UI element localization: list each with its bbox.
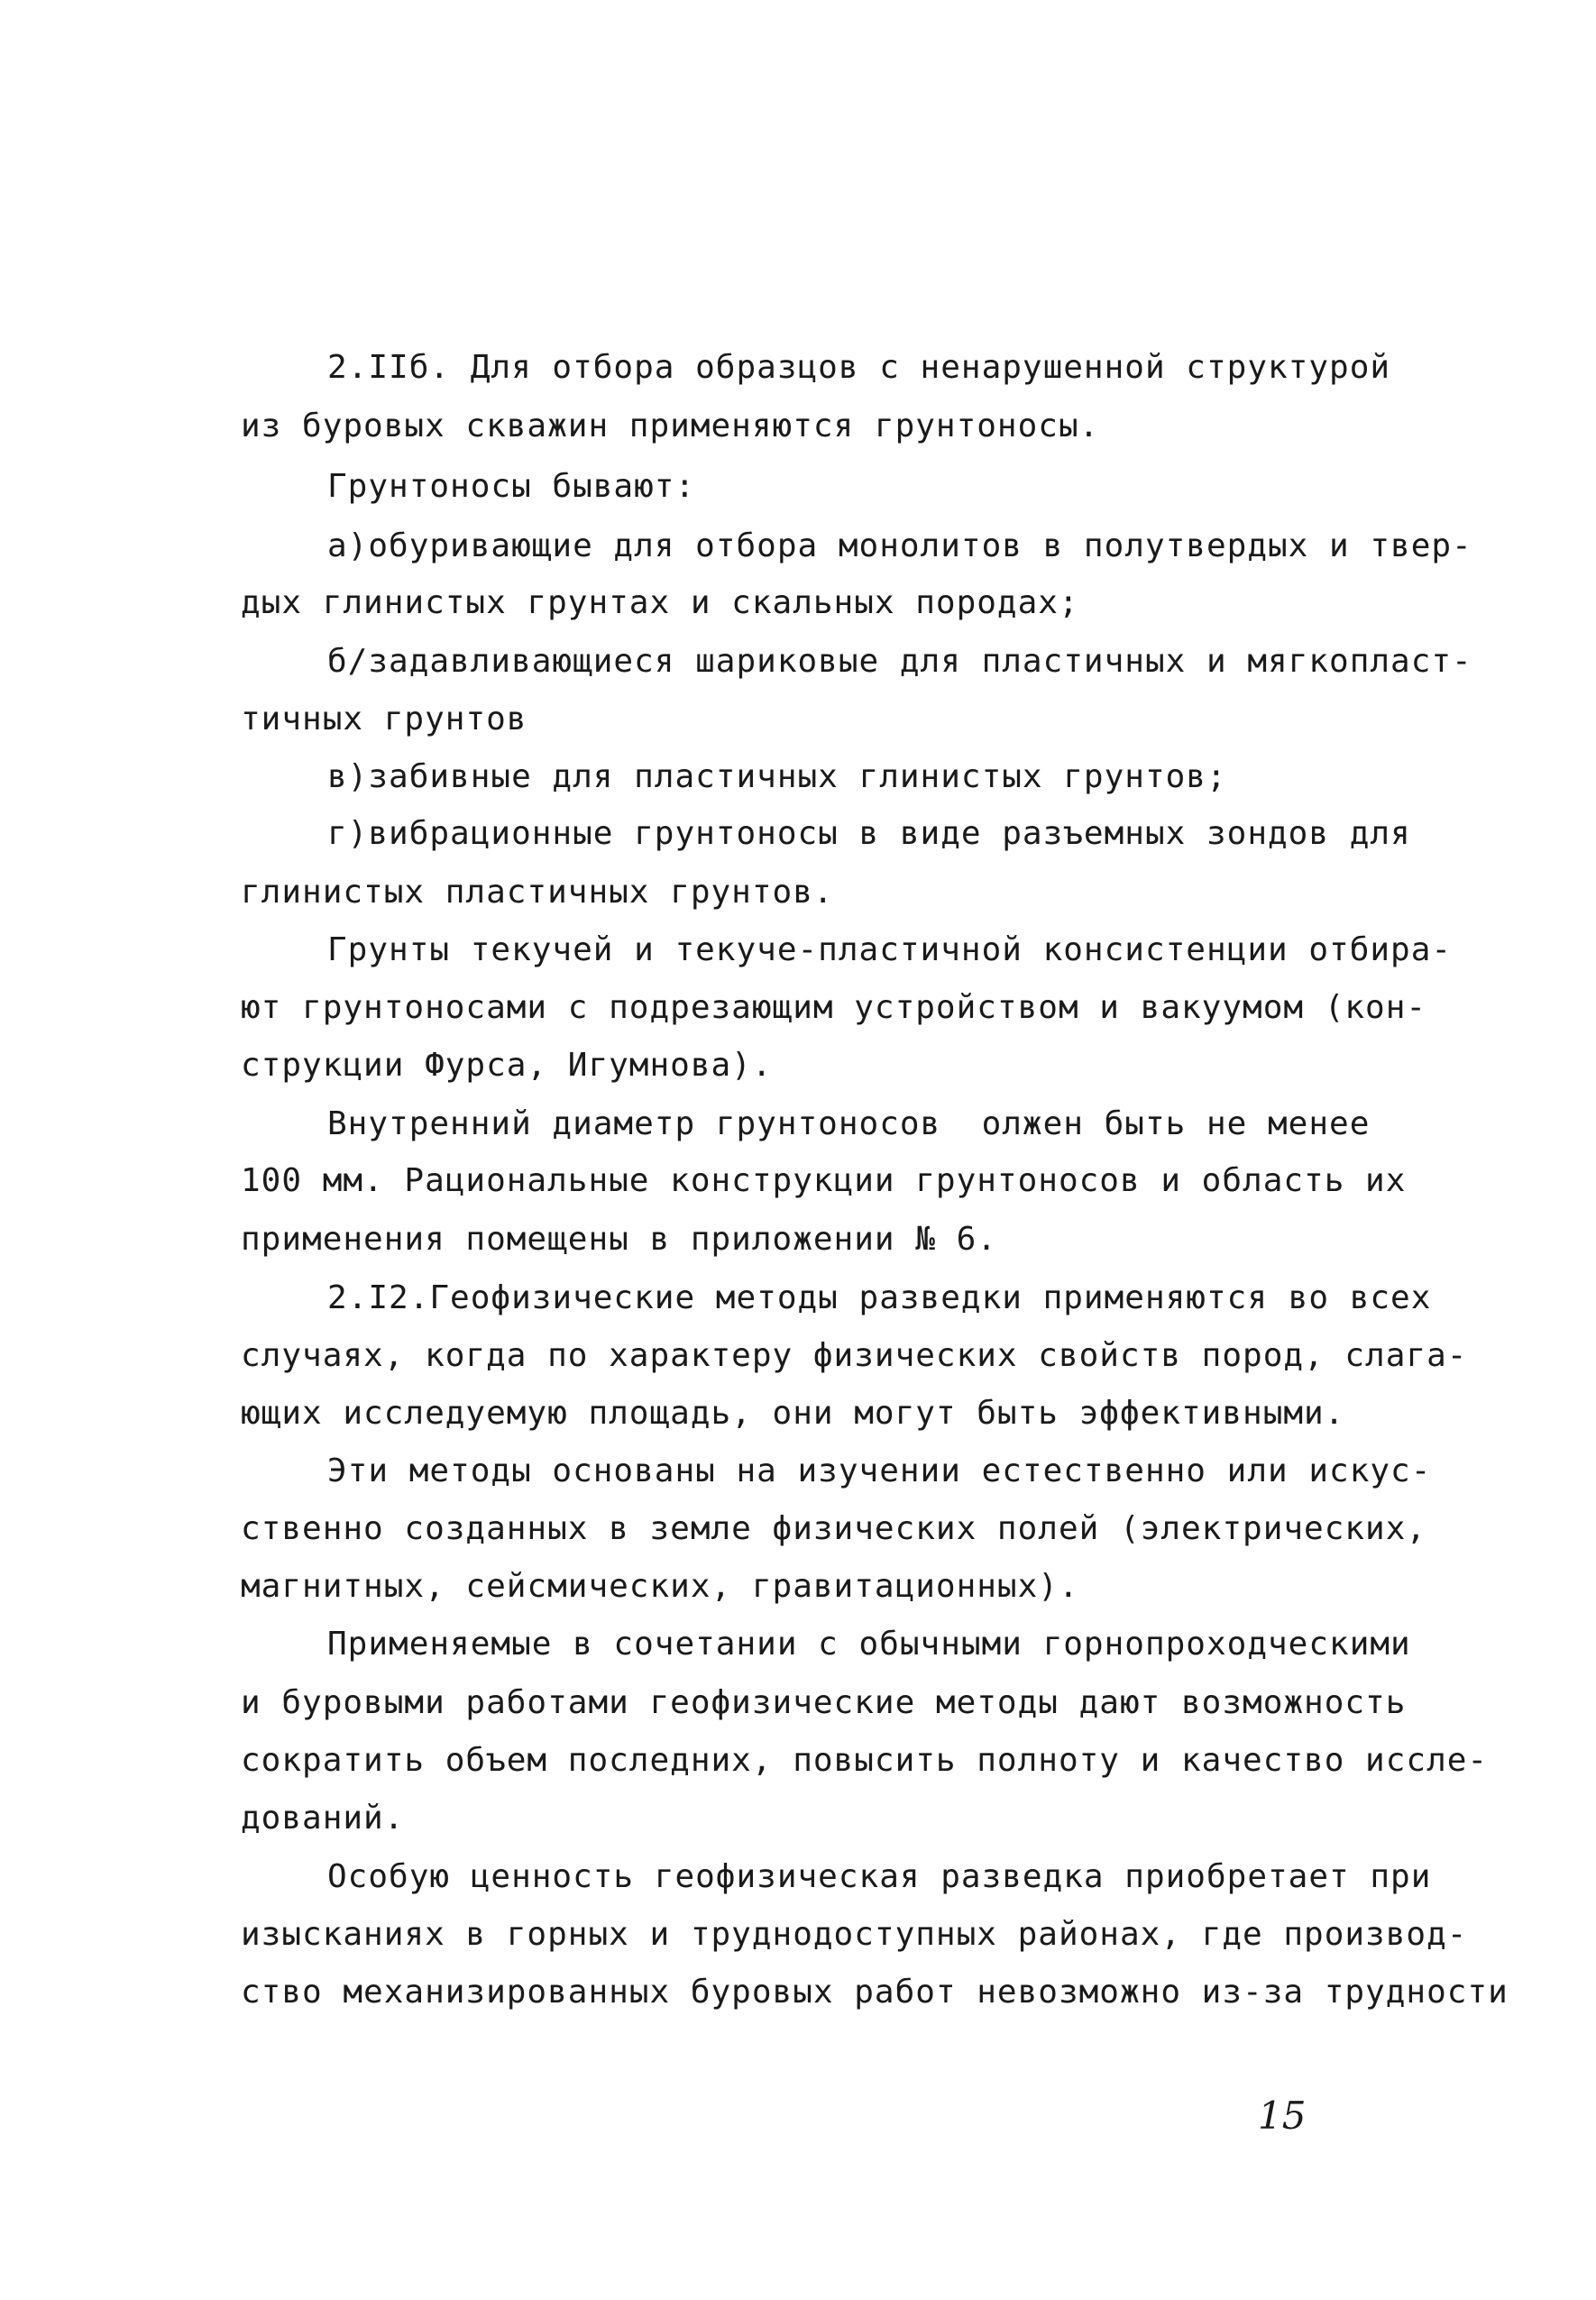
text-line: Особую ценность геофизическая разведка приобретает при — [327, 1858, 1432, 1895]
text-line: ственно созданных в земле физических полей (электрических, — [241, 1510, 1427, 1547]
text-line: Применяемые в сочетании с обычными горнопроходческими — [327, 1626, 1411, 1663]
text-line: магнитных, сейсмических, гравитационных). — [241, 1568, 1079, 1605]
text-line: г)вибрационные грунтоносы в виде разъемных зондов для — [327, 815, 1411, 852]
text-line: 100 мм. Рациональные конструкции грунтоносов и область их — [241, 1162, 1407, 1199]
text-line: Грунты текучей и текуче-пластичной консистенции отбира- — [327, 931, 1453, 968]
text-line: случаях, когда по характеру физических свойств пород, слага- — [241, 1337, 1468, 1374]
text-line: 2.I2.Геофизические методы разведки применяются во всех — [327, 1279, 1432, 1316]
text-line: применения помещены в приложении № 6. — [241, 1221, 997, 1258]
text-line: Внутренний диаметр грунтоносов олжен быть не менее — [327, 1105, 1371, 1142]
text-line: в)забивные для пластичных глинистых грунтов; — [327, 758, 1227, 795]
text-line: дований. — [241, 1800, 405, 1837]
page-number: 15 — [1258, 2094, 1307, 2138]
text-line: сократить объем последних, повысить полноту и качество иссле- — [241, 1742, 1489, 1779]
text-line: Грунтоносы бывают: — [327, 468, 696, 505]
text-line: ют грунтоносами с подрезающим устройством и вакуумом (кон- — [241, 989, 1427, 1026]
text-line: тичных грунтов — [241, 701, 527, 738]
text-line: б/задавливающиеся шариковые для пластичных и мягкопласт- — [327, 643, 1472, 680]
text-line: 2.IIб. Для отбора образцов с ненарушенной структурой — [327, 349, 1391, 386]
text-line: глинистых пластичных грунтов. — [241, 874, 834, 911]
text-line: Эти методы основаны на изучении естественно или искус- — [327, 1452, 1432, 1489]
text-line: и буровыми работами геофизические методы дают возможность — [241, 1684, 1407, 1721]
text-line: ющих исследуемую площадь, они могут быть эффективными. — [241, 1395, 1345, 1432]
text-line: ство механизированных буровых работ невозможно из-за трудности — [241, 1974, 1509, 2011]
text-line: струкции Фурса, Игумнова). — [241, 1047, 773, 1084]
text-line: из буровых скважин применяются грунтоносы. — [241, 408, 1100, 444]
text-line: изысканиях в горных и труднодоступных районах, где производ- — [241, 1916, 1468, 1953]
text-line: а)обуривающие для отбора монолитов в полутвердых и твер- — [327, 527, 1472, 564]
text-line: дых глинистых грунтах и скальных породах; — [241, 584, 1079, 621]
